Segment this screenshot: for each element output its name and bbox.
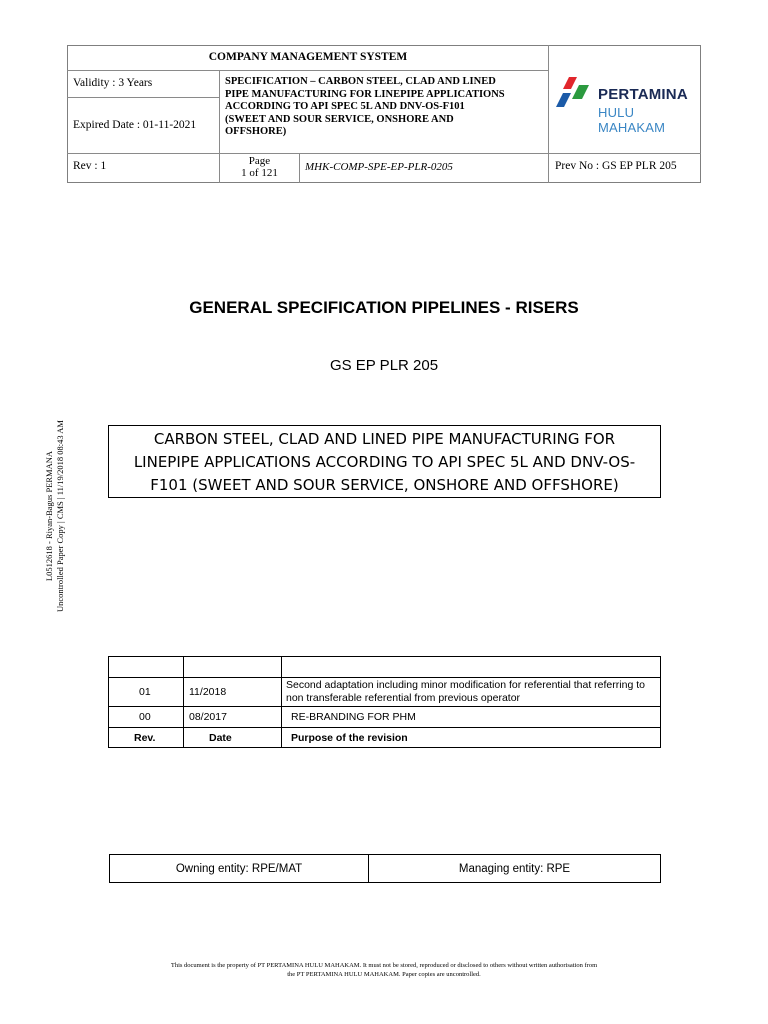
purpose-cell [282, 678, 661, 707]
stamp-line-1: L0512618 - Riyan-Bagus PERMANA [44, 450, 54, 582]
boxed-title-line: LINEPIPE APPLICATIONS ACCORDING TO API SPEC 5L AND DNV-OS- [133, 453, 636, 471]
management-system-label: COMPANY MANAGEMENT SYSTEM [208, 51, 408, 63]
logo-name: PERTAMINA [598, 86, 688, 103]
stamp-line-2: Uncontrolled Paper Copy | CMS | 11/19/2018 08:43 AM [55, 420, 65, 612]
purpose-line: non transferable referential from previous operator [286, 692, 521, 704]
document-code-title: GS EP PLR 205 [329, 357, 439, 374]
document-code: MHK-COMP-SPE-EP-PLR-0205 [305, 161, 453, 173]
rev-cell [109, 657, 184, 678]
entities-table [109, 854, 661, 883]
logo-subtitle: HULU MAHAKAM [598, 105, 666, 135]
validity-label: Validity : 3 Years [73, 77, 153, 89]
footer-line-2: the PT PERTAMINA HULU MAHAKAM. Paper copies are uncontrolled. [287, 971, 481, 978]
table-row [109, 707, 661, 728]
date-cell: 11/2018 [184, 678, 282, 707]
purpose-cell [282, 657, 661, 678]
table-row [109, 678, 661, 707]
expired-date-label: Expired Date : 01-11-2021 [73, 119, 197, 131]
date-cell: 08/2017 [184, 707, 282, 728]
spec-title-line: (SWEET AND SOUR SERVICE, ONSHORE AND [225, 113, 454, 125]
page-indicator [220, 155, 299, 179]
purpose-header: Purpose of the revision [282, 728, 661, 748]
pertamina-mark-icon [555, 75, 595, 115]
spec-title-line: SPECIFICATION – CARBON STEEL, CLAD AND LINED [225, 76, 496, 87]
spec-title-line: PIPE MANUFACTURING FOR LINEPIPE APPLICATIONS [225, 88, 505, 100]
pertamina-logo [555, 72, 700, 135]
owning-entity: Owning entity: RPE/MAT [110, 855, 369, 883]
revision-table [108, 656, 661, 748]
boxed-subject-title [108, 425, 661, 498]
previous-number: Prev No : GS EP PLR 205 [555, 160, 677, 172]
table-row [109, 657, 661, 678]
spec-title-line: OFFSHORE) [225, 126, 287, 137]
footer-line-1: This document is the property of PT PERTAMINA HULU MAHAKAM. It must not be stored, reproduced or disclosed to others without written authorisation from [170, 962, 598, 969]
purpose-cell: RE-BRANDING FOR PHM [282, 707, 661, 728]
boxed-title-line: F101 (SWEET AND SOUR SERVICE, ONSHORE AND OFFSHORE) [150, 476, 619, 494]
rev-header: Rev. [109, 728, 184, 748]
spec-title-line: ACCORDING TO API SPEC 5L AND DNV-OS-F101 [225, 101, 465, 112]
page-value: 1 of 121 [241, 167, 278, 179]
date-cell [184, 657, 282, 678]
document-title: GENERAL SPECIFICATION PIPELINES - RISERS [189, 298, 579, 317]
managing-entity: Managing entity: RPE [369, 855, 661, 883]
purpose-line: Second adaptation including minor modification for referential that referring to [286, 679, 645, 691]
spec-title [225, 76, 547, 139]
page-label: Page [248, 155, 271, 167]
footer-notice [0, 961, 768, 979]
boxed-title-line: CARBON STEEL, CLAD AND LINED PIPE MANUFACTURING FOR [153, 430, 616, 448]
uncontrolled-copy-stamp [44, 401, 68, 631]
table-header-row [109, 728, 661, 748]
date-header: Date [184, 728, 282, 748]
rev-cell: 01 [109, 678, 184, 707]
rev-cell: 00 [109, 707, 184, 728]
rev-label: Rev : 1 [73, 160, 107, 172]
